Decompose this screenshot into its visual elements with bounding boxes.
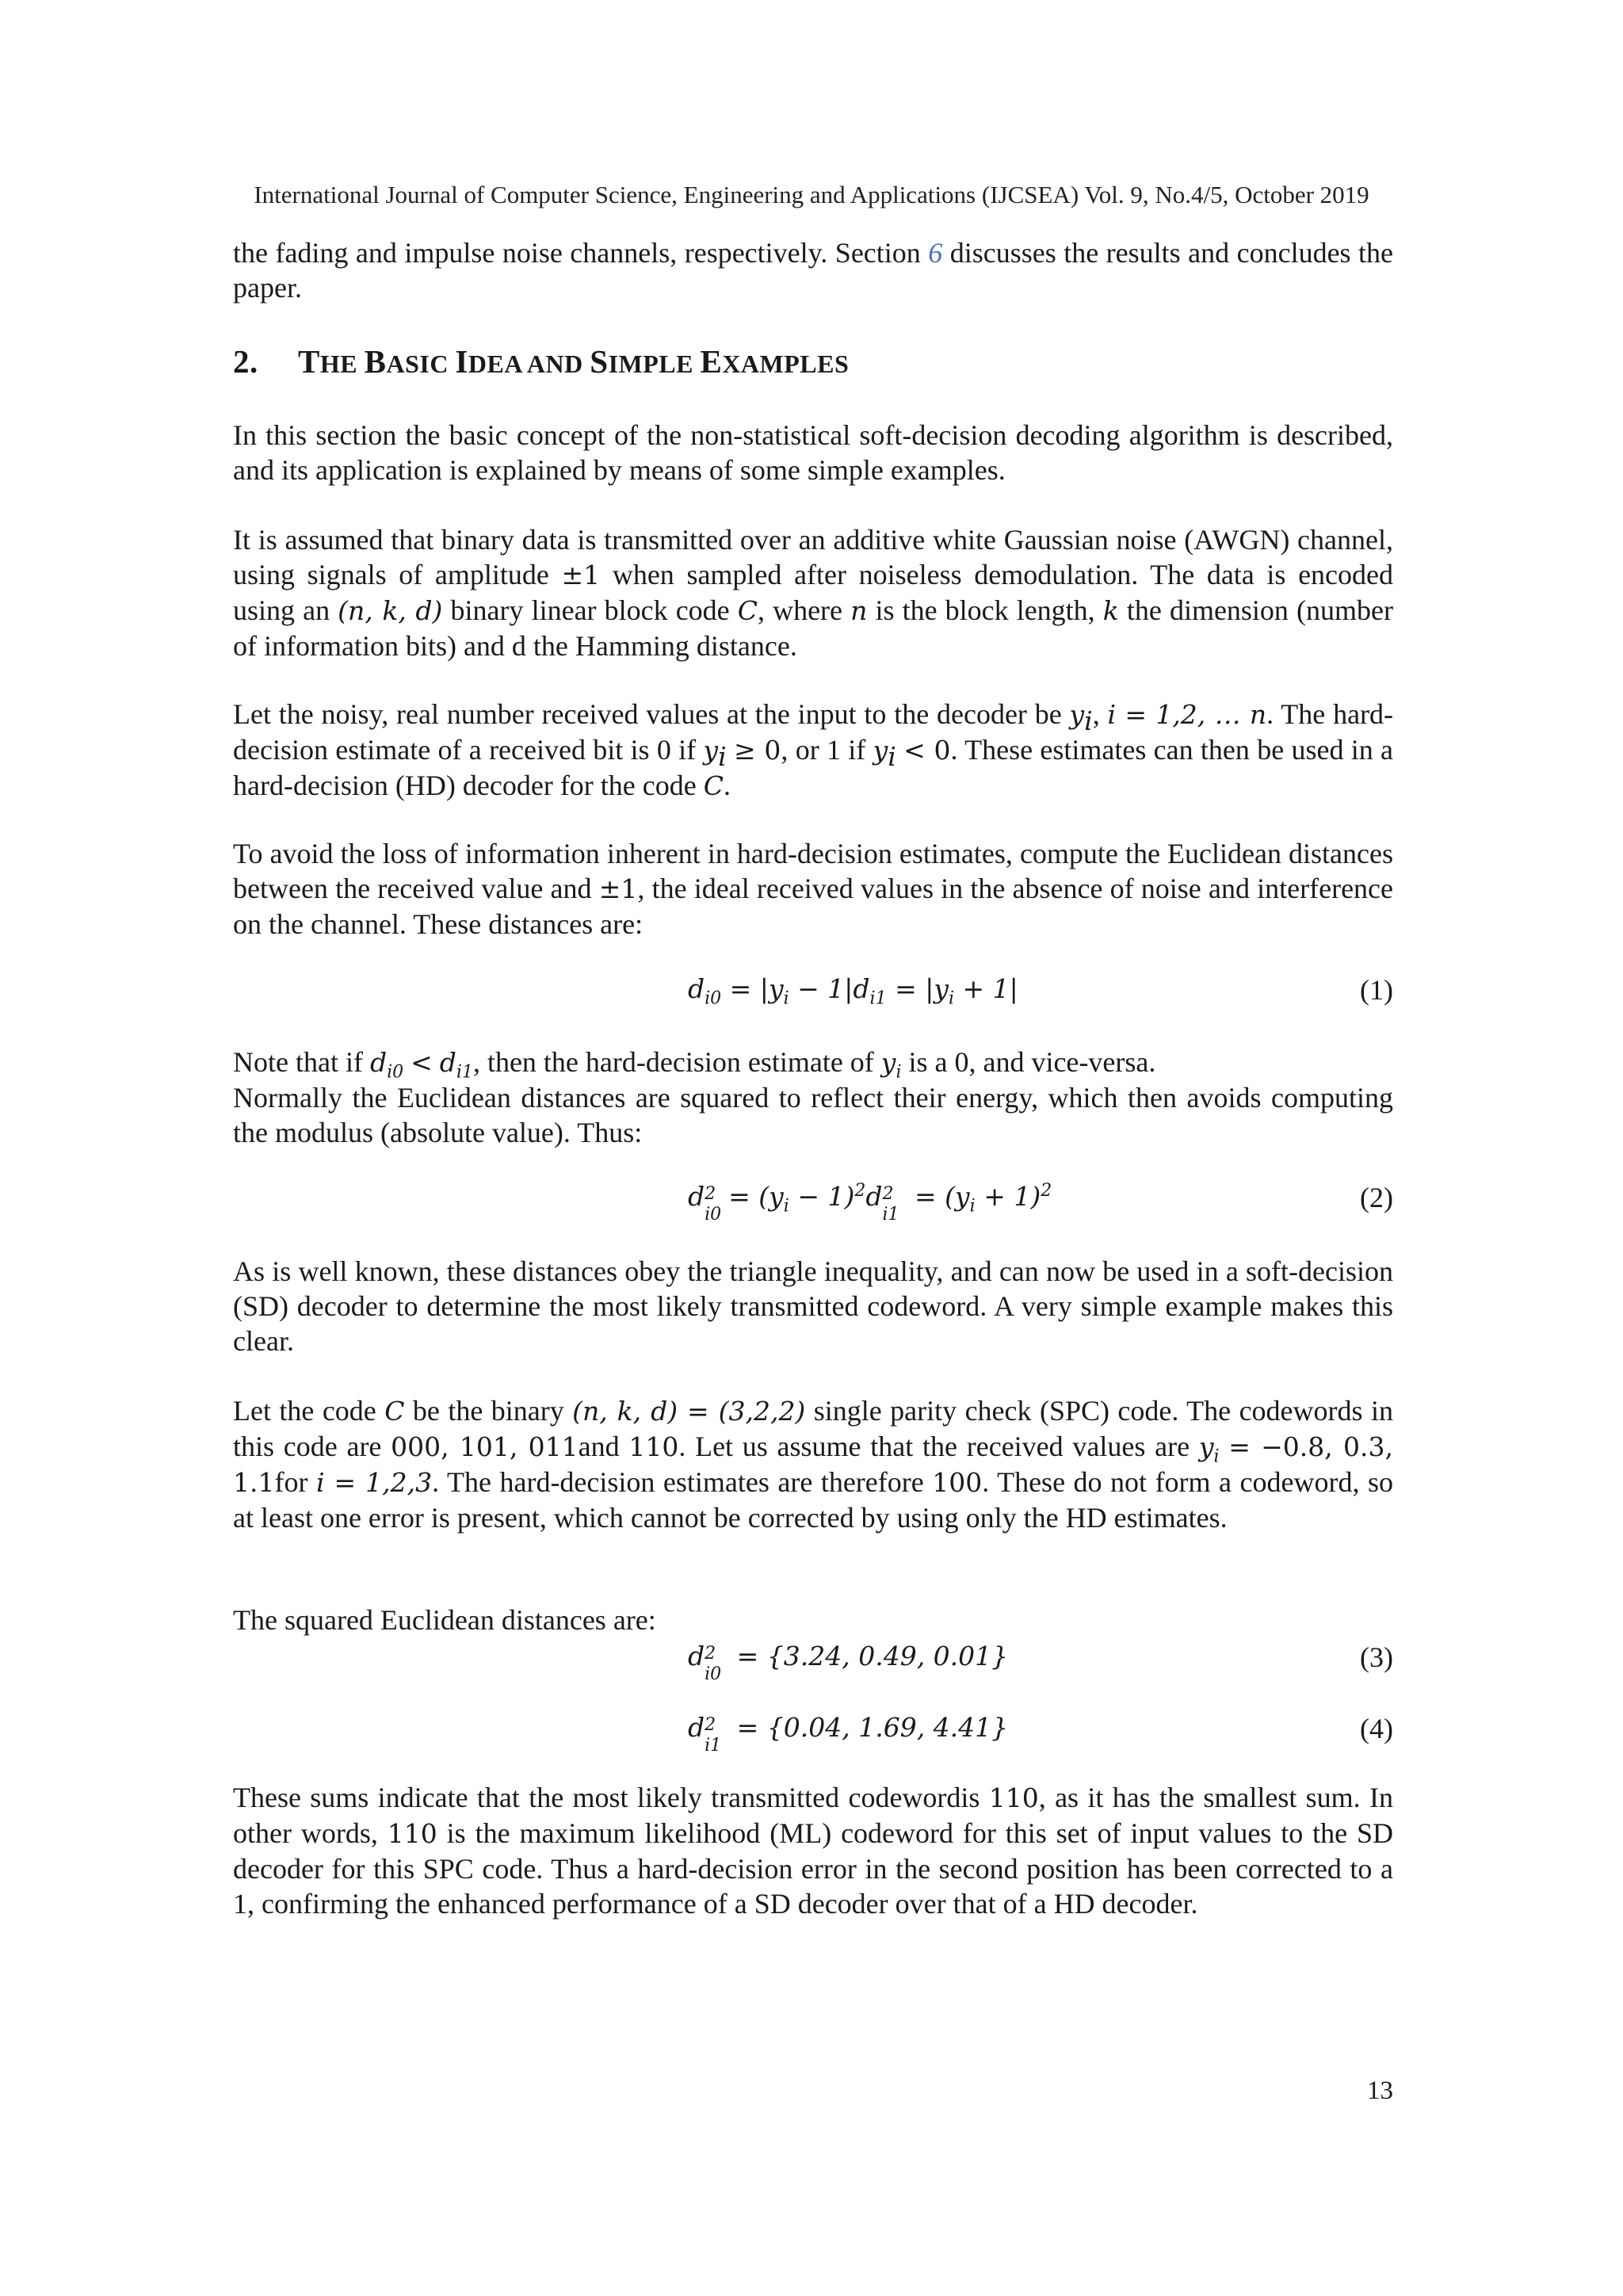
equation-1 (233, 973, 1393, 1011)
equation-4-number: (4) (1360, 1713, 1393, 1744)
section-ref-link[interactable]: 6 (928, 237, 943, 269)
equation-2-number: (2) (1360, 1182, 1393, 1213)
equation-3 (233, 1641, 1393, 1684)
intro-paragraph (233, 235, 1393, 305)
running-header: International Journal of Computer Science, Engineering and Applications (IJCSEA) Vol. 9, No.4/5, October 2019 (254, 181, 1369, 208)
equation-4 (233, 1712, 1393, 1755)
equation-4-expression: d 2 i1 = {0.04, 1.69, 4.41} (688, 1712, 1009, 1755)
paragraph-2: It is assumed that binary data is transmitted over an additive white Gaussian noise (AWGN) channel, using signals of amplitude ±1 when sampled after noiseless demodulation. The data is encoded using an (n, k, d) binary linear block code C, where n is the block length, k the dimension (number of information bits) and d the Hamming distance. (233, 524, 1394, 662)
intro-text-2: discusses the results and concludes the paper. (233, 237, 1394, 304)
paragraph-8: Let the code C be the binary (n, k, d) = (3,2,2) single parity check (SPC) code. The codewords in this code are 000, 101, 011and 110. Let us assume that the received values are $y_i = -0.8$, 0.3, 1.1for i = 1,2,3. The hard-decision estimates are therefore 100. These do not form a codeword, so at least one error is present, which cannot be corrected by using only the HD estimates. (233, 1395, 1393, 1534)
equation-2 (233, 1181, 1393, 1224)
section-heading (233, 342, 849, 380)
paragraph-3: Let the noisy, real number received values at the input to the decoder be $y_i$, i = 1,2, … n. The hard-decision estimate of a received bit is 0 if $y_i \ge 0$, or 1 if $y_i < 0$. These estimates can then be used in a hard-decision (HD) decoder for the code C. (233, 698, 1394, 801)
paragraph-4: To avoid the loss of information inherent in hard-decision estimates, compute the Euclidean distances between the received value and ±1, the ideal received values in the absence of noise and interference on the channel. These distances are: (233, 838, 1393, 940)
paragraph-7: As is well known, these distances obey the triangle inequality, and can now be used in a soft-decision (SD) decoder to determine the most likely transmitted codeword. A very simple example makes this clear. (233, 1255, 1393, 1357)
intro-text-1: the fading and impulse noise channels, respectively. Section (233, 237, 929, 269)
equation-1-expression: $d_{i0} = |y_i - 1|d_{i1} = |y_i + 1|$ (688, 973, 1018, 1009)
paragraph-1: In this section the basic concept of the non-statistical soft-decision decoding algorithm is described, and its application is explained by means of some simple examples. (233, 419, 1393, 486)
equation-1-number: (1) (1360, 974, 1393, 1006)
equation-3-expression: d 2 i0 = {3.24, 0.49, 0.01} (688, 1641, 1009, 1684)
paragraph-9: The squared Euclidean distances are: (233, 1604, 656, 1636)
paragraph-10: These sums indicate that the most likely transmitted codewordis 110, as it has the smallest sum. In other words, 110 is the maximum likelihood (ML) codeword for this set of input values to the SD decoder for this SPC code. Thus a hard-decision error in the second position has been corrected to a 1, confirming the enhanced performance of a SD decoder over that of a HD decoder. (233, 1782, 1394, 1920)
page-number: 13 (1367, 2076, 1393, 2105)
paragraph-5: Note that if $d_{i0} < d_{i1}$, then the hard-decision estimate of $y_i$ is a 0, and vice-versa. Normally the Euclidean distances are squared to reflect their energy, which then avoids computing the modulus (absolute value). Thus: (233, 1046, 1393, 1148)
equation-3-number: (3) (1360, 1641, 1393, 1673)
section-number: 2. (233, 343, 258, 380)
section-title: THE BASIC IDEA AND SIMPLE EXAMPLES (298, 343, 850, 380)
equation-2-expression: d 2 i0 = $(y_i - 1)^2d$ 2 i1 = $(y_i + 1)^2$ (688, 1181, 1052, 1224)
